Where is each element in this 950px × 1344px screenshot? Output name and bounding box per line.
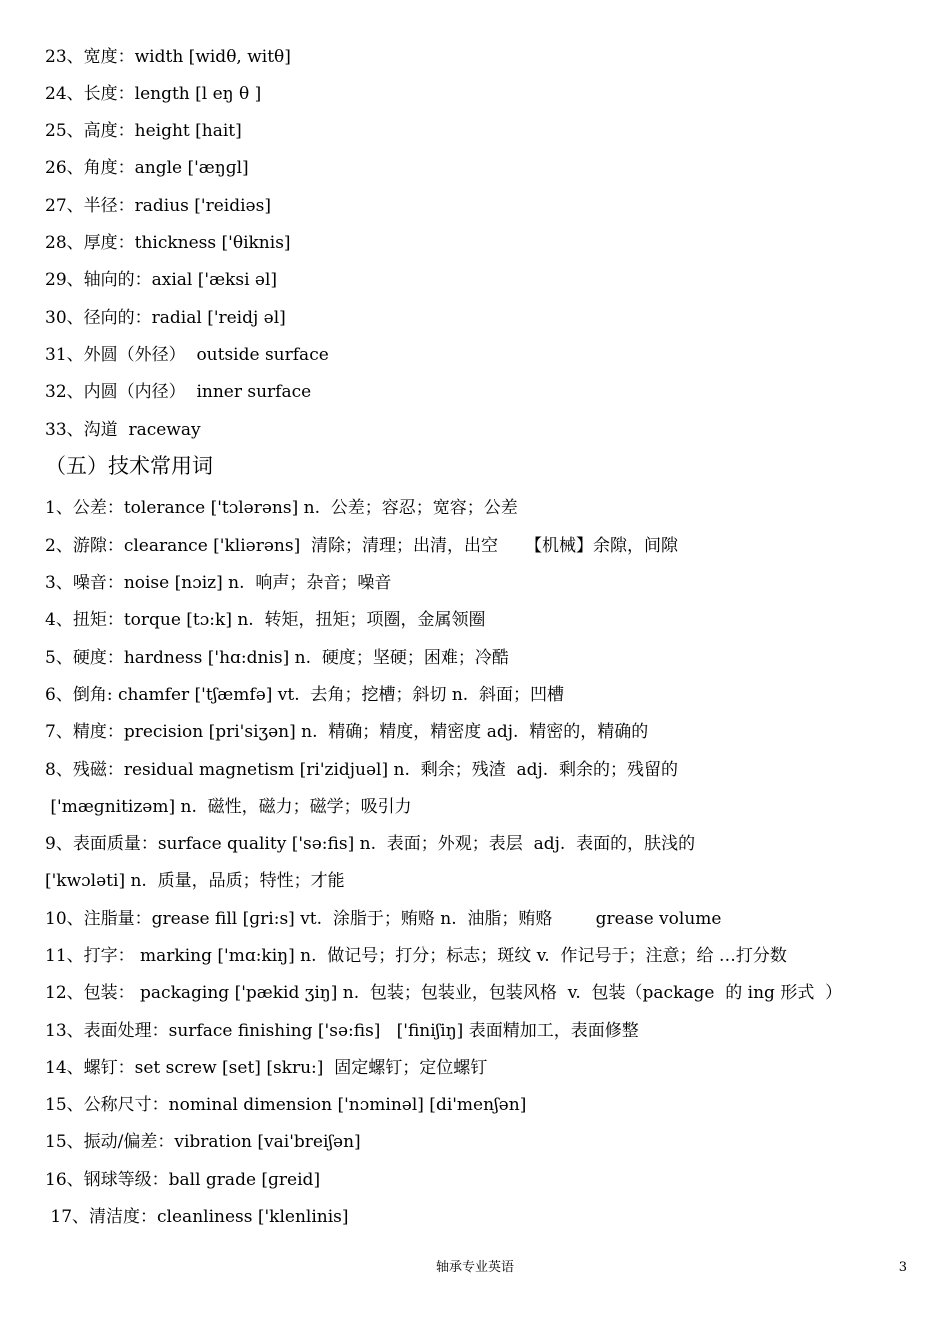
text-line: 8、残磁：residual magnetism [ri'zidjuəl] n. 剩余；残渣 adj. 剩余的；残留的 — [45, 760, 679, 780]
text-line: 28、厚度：thickness ['θiknis] — [45, 233, 291, 253]
text-line: 13、表面处理：surface finishing ['sə:fis] ['finiʃiŋ] 表面精加工，表面修整 — [45, 1021, 639, 1041]
text-line: 5、硬度：hardness ['hɑ:dnis] n. 硬度；坚硬；困难；冷酷 — [45, 648, 509, 668]
text-line: ['kwɔləti] n. 质量，品质；特性；才能 — [45, 871, 345, 891]
text-line: 7、精度：precision [pri'siʒən] n. 精确；精度，精密度 adj. 精密的，精确的 — [45, 722, 649, 742]
text-line: 15、振动/偏差：vibration [vai'breiʃən] — [45, 1132, 361, 1152]
text-line: 10、注脂量：grease fill [ɡri:s] vt. 涂脂于；贿赂 n. 油脂；贿赂 grease volume — [45, 909, 722, 929]
text-line: 32、内圆（内径） inner surface — [45, 382, 312, 402]
text-line: 12、包装： packaging ['pækid ʒiŋ] n. 包装；包装业，包装风格 v. 包装（package 的 ing 形式 ） — [45, 983, 843, 1003]
text-line: 33、沟道 raceway — [45, 420, 201, 440]
text-line: 25、高度：height [hait] — [45, 121, 242, 141]
text-line: 4、扭矩：torque [tɔ:k] n. 转矩，扭矩；项圈，金属领圈 — [45, 610, 486, 630]
text-line: 17、清洁度：cleanliness ['klenlinis] — [45, 1207, 349, 1227]
text-line: 24、长度：length [l eŋ θ ] — [45, 84, 262, 104]
page-number: 3 — [898, 1260, 907, 1275]
text-line: 2、游隙：clearance ['kliərəns] 清除；清理；出清，出空 【机械】余隙，间隙 — [45, 536, 679, 556]
footer-title: 轴承专业英语 — [435, 1260, 514, 1275]
text-line: 29、轴向的：axial ['æksi əl] — [45, 270, 278, 290]
text-line: 14、螺钉：set screw [set] [skru:] 固定螺钉；定位螺钉 — [45, 1058, 488, 1078]
text-line: 23、宽度：width [widθ, witθ] — [45, 47, 291, 67]
text-line: 26、角度：angle ['æŋɡl] — [45, 158, 249, 178]
text-line: 9、表面质量：surface quality ['sə:fis] n. 表面；外观；表层 adj. 表面的，肤浅的 — [45, 834, 696, 854]
text-line: 3、噪音：noise [nɔiz] n. 响声；杂音；噪音 — [45, 573, 392, 593]
section-heading: （五）技术常用词 — [45, 454, 213, 478]
text-line: 11、打字： marking ['mɑ:kiŋ] n. 做记号；打分；标志；斑纹 v. 作记号于；注意；给 …打分数 — [45, 946, 787, 966]
text-line: 31、外圆（外径） outside surface — [45, 345, 329, 365]
text-line: 27、半径：radius ['reidiəs] — [45, 196, 271, 216]
text-line: 16、钢球等级：ball grade [ɡreid] — [45, 1170, 321, 1190]
text-line: 30、径向的：radial ['reidj əl] — [45, 308, 286, 328]
text-line: 1、公差：tolerance ['tɔlərəns] n. 公差；容忍；宽容；公差 — [45, 498, 518, 518]
text-line: 15、公称尺寸：nominal dimension ['nɔminəl] [di'menʃən] — [45, 1095, 527, 1115]
text-line: ['mæɡnitizəm] n. 磁性，磁力；磁学；吸引力 — [45, 797, 412, 817]
text-line: 6、倒角: chamfer ['tʃæmfə] vt. 去角；挖槽；斜切 n. 斜面；凹槽 — [45, 685, 565, 705]
